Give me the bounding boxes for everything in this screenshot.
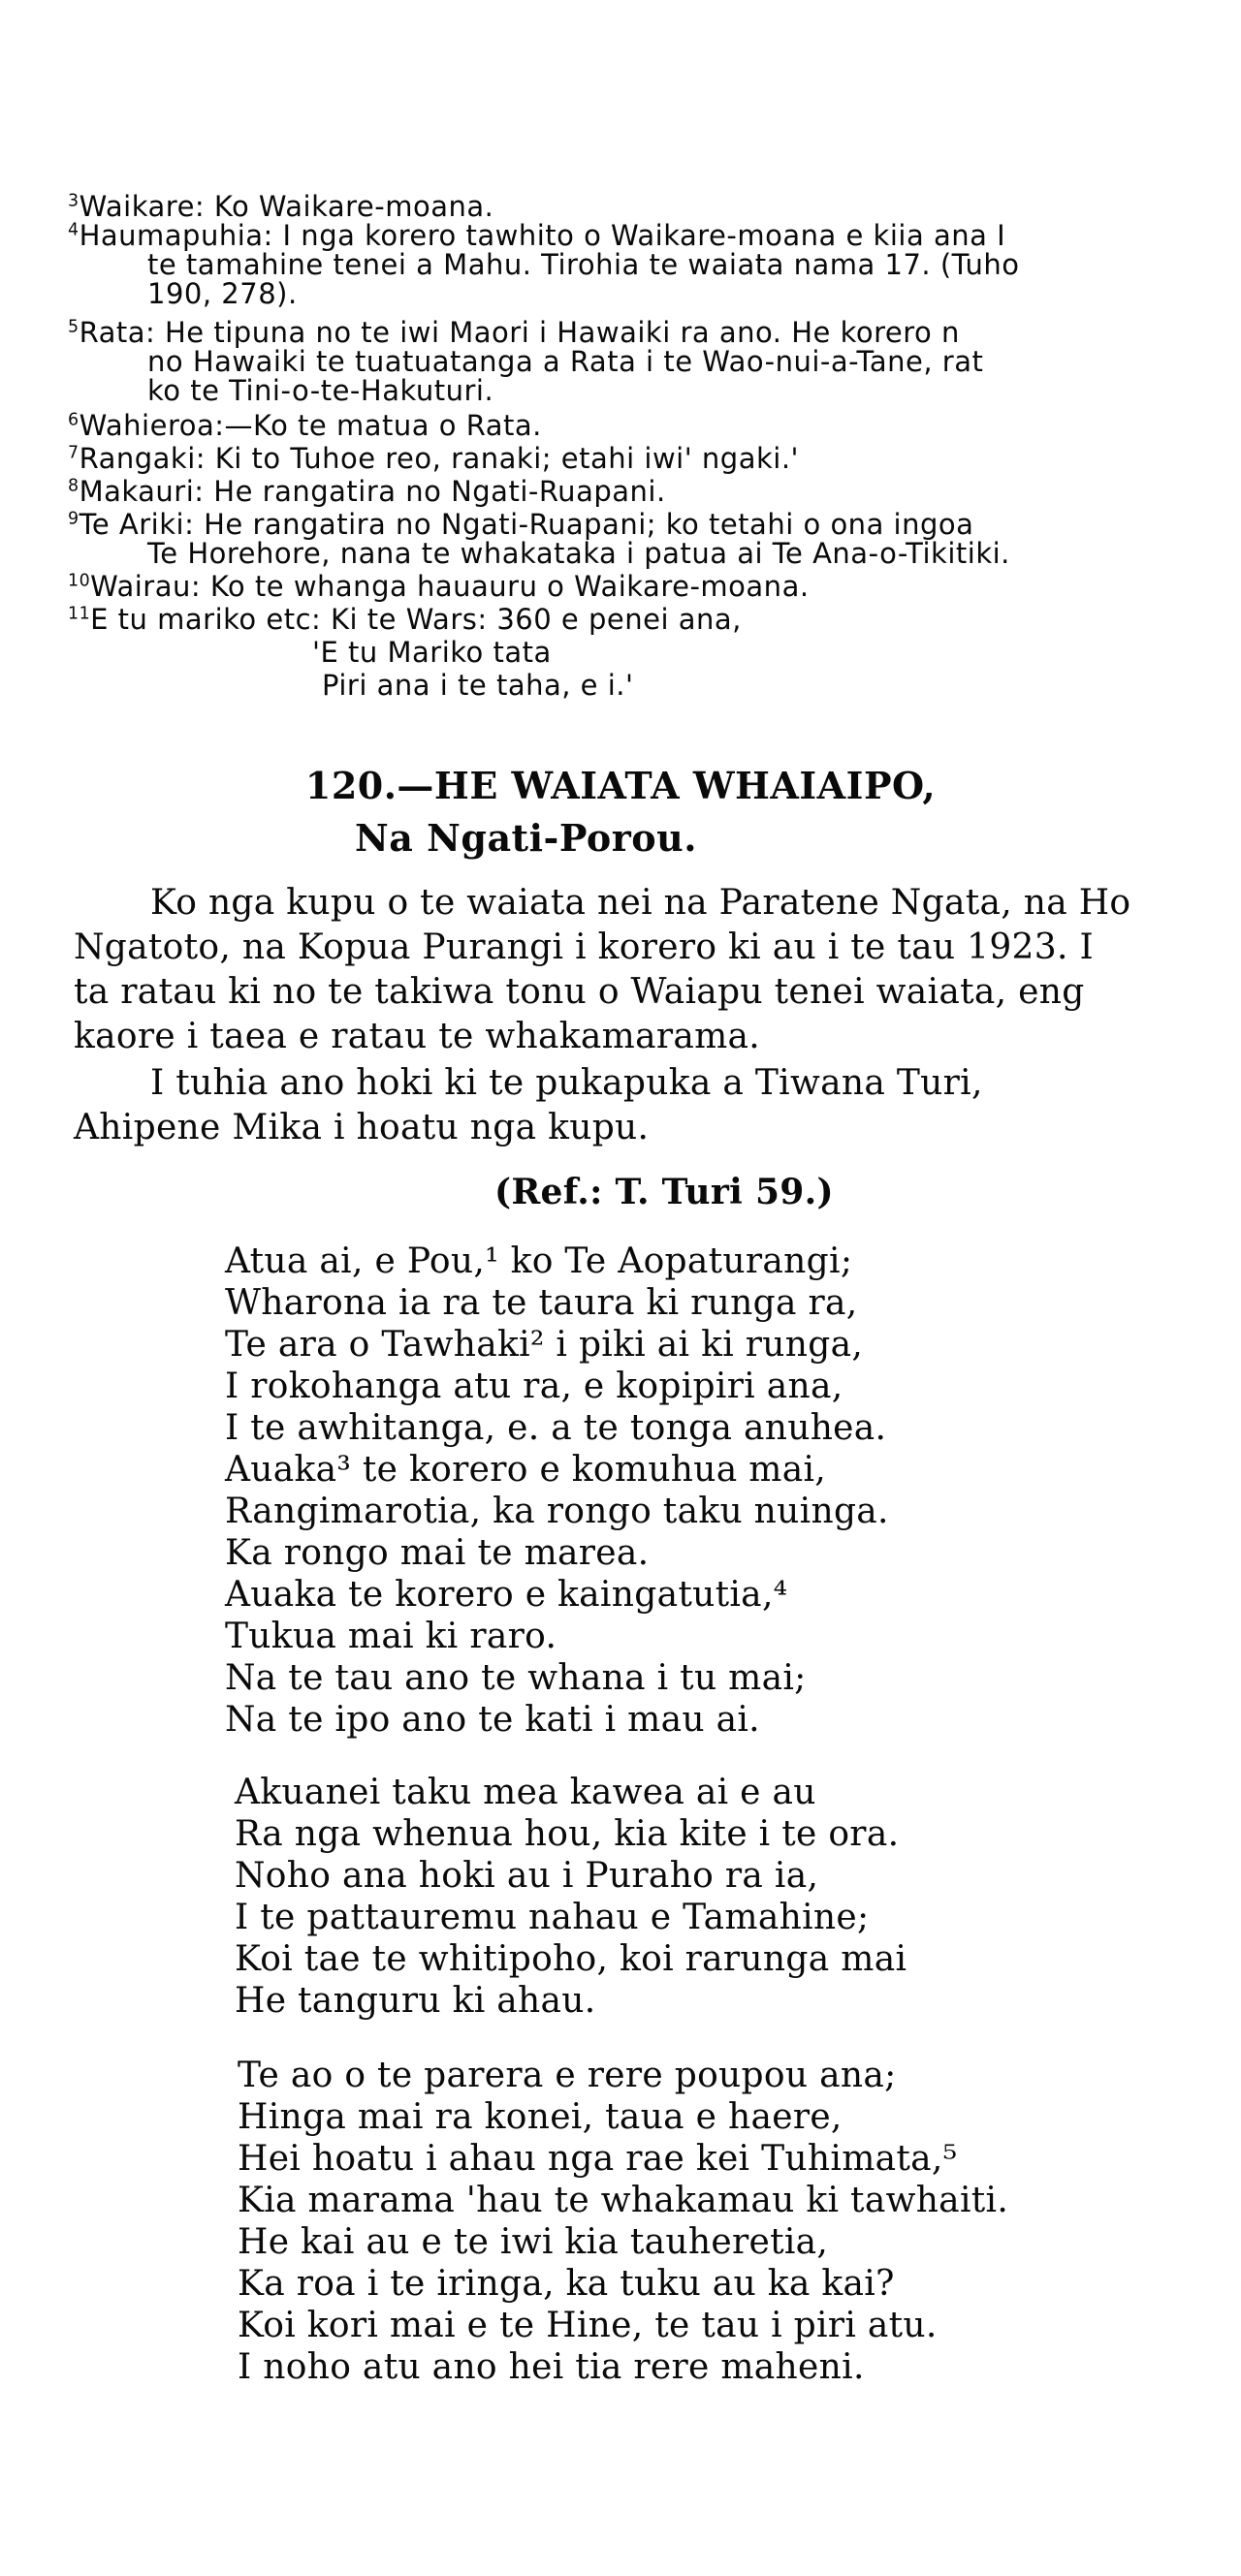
song-title: 120.—HE WAIATA WHAIAIPO, xyxy=(304,764,937,807)
verse-line: Tukua mai ki raro. xyxy=(225,1617,557,1656)
footnote-4-line-3: 190, 278). xyxy=(147,277,298,310)
verse-line: Ra nga whenua hou, kia kite i te ora. xyxy=(235,1814,900,1854)
verse-line: Auaka³ te korero e komuhua mai, xyxy=(225,1450,827,1490)
intro-line-2: Ngatoto, na Kopua Purangi i korero ki au i te tau 1923. I xyxy=(74,927,1094,967)
footnote-9-line-2: Te Horehore, nana te whakataka i patua ai Te Ana-o-Tikitiki. xyxy=(147,537,1010,570)
verse-line: Noho ana hoki au i Puraho ra ia, xyxy=(235,1856,819,1896)
verse-line: Na te ipo ano te kati i mau ai. xyxy=(225,1700,760,1740)
verse-line: Hei hoatu i ahau nga rae kei Tuhimata,⁵ xyxy=(238,2139,958,2179)
verse-line: Te ao o te parera e rere poupou ana; xyxy=(238,2056,897,2095)
footnote-4-line-2: te tamahine tenei a Mahu. Tirohia te waiata nama 17. (Tuho xyxy=(147,248,1020,281)
footnote-4: $^4$Haumapuhia: I nga korero tawhito o Waikare-moana e kiia ana I xyxy=(68,219,1006,252)
footnote-11: $^{11}$E tu mariko etc: Ki te Wars: 360 e penei ana, xyxy=(68,603,742,636)
verse-line: Hinga mai ra konei, taua e haere, xyxy=(238,2097,843,2137)
verse-line: I te pattauremu nahau e Tamahine; xyxy=(235,1898,870,1937)
verse-line: Kia marama 'hau te whakamau ki tawhaiti. xyxy=(238,2181,1009,2220)
reference: (Ref.: T. Turi 59.) xyxy=(494,1172,834,1212)
footnote-3: $^3$Waikare: Ko Waikare-moana. xyxy=(68,190,494,223)
verse-line: Na te tau ano te whana i tu mai; xyxy=(225,1658,807,1698)
verse-line: Te ara o Tawhaki² i piki ai ki runga, xyxy=(225,1325,864,1365)
intro-line-3: ta ratau ki no te takiwa tonu o Waiapu tenei waiata, eng xyxy=(74,972,1085,1012)
verse-line: I noho atu ano hei tia rere maheni. xyxy=(238,2347,865,2387)
footnote-11-line-2: 'E tu Mariko tata xyxy=(312,636,552,669)
verse-line: Rangimarotia, ka rongo taku nuinga. xyxy=(225,1492,889,1531)
footnote-7: $^7$Rangaki: Ki to Tuhoe reo, ranaki; etahi iwi' ngaki.' xyxy=(68,442,800,475)
footnote-11-line-3: Piri ana i te taha, e i.' xyxy=(322,669,634,702)
verse-line: He tanguru ki ahau. xyxy=(235,1981,596,2021)
footnote-8: $^8$Makauri: He rangatira no Ngati-Ruapani. xyxy=(68,475,666,508)
intro-line-5: I tuhia ano hoki ki te pukapuka a Tiwana Turi, xyxy=(150,1063,983,1103)
verse-line: I rokohanga atu ra, e kopipiri ana, xyxy=(225,1367,843,1406)
verse-line: Akuanei taku mea kawea ai e au xyxy=(235,1773,816,1812)
verse-line: Auaka te korero e kaingatutia,⁴ xyxy=(225,1575,788,1615)
footnote-9: $^9$Te Ariki: He rangatira no Ngati-Ruapani; ko tetahi o ona ingoa xyxy=(68,508,974,541)
verse-line: Ka roa i te iringa, ka tuku au ka kai? xyxy=(238,2264,895,2304)
verse-line: Ka rongo mai te marea. xyxy=(225,1533,650,1573)
verse-line: Koi kori mai e te Hine, te tau i piri atu. xyxy=(238,2306,938,2345)
intro-line-1: Ko nga kupu o te waiata nei na Paratene Ngata, na Ho xyxy=(150,883,1131,923)
footnote-5-line-3: ko te Tini-o-te-Hakuturi. xyxy=(147,374,494,407)
footnote-6: $^6$Wahieroa:—Ko te matua o Rata. xyxy=(68,409,542,442)
verse-line: Koi tae te whitipoho, koi rarunga mai xyxy=(235,1939,907,1979)
verse-line: Wharona ia ra te taura ki runga ra, xyxy=(225,1283,858,1323)
footnote-10: $^{10}$Wairau: Ko te whanga hauauru o Waikare-moana. xyxy=(68,570,810,603)
verse-line: I te awhitanga, e. a te tonga anuhea. xyxy=(225,1408,887,1448)
song-subtitle: Na Ngati-Porou. xyxy=(355,816,697,860)
verse-line: He kai au e te iwi kia tauheretia, xyxy=(238,2222,829,2262)
intro-line-6: Ahipene Mika i hoatu nga kupu. xyxy=(74,1108,650,1147)
footnote-5: $^5$Rata: He tipuna no te iwi Maori i Hawaiki ra ano. He korero n xyxy=(68,316,960,349)
verse-line: Atua ai, e Pou,¹ ko Te Aopaturangi; xyxy=(225,1241,853,1281)
footnote-5-line-2: no Hawaiki te tuatuatanga a Rata i te Wao-nui-a-Tane, rat xyxy=(147,345,984,378)
intro-line-4: kaore i taea e ratau te whakamarama. xyxy=(74,1017,761,1056)
